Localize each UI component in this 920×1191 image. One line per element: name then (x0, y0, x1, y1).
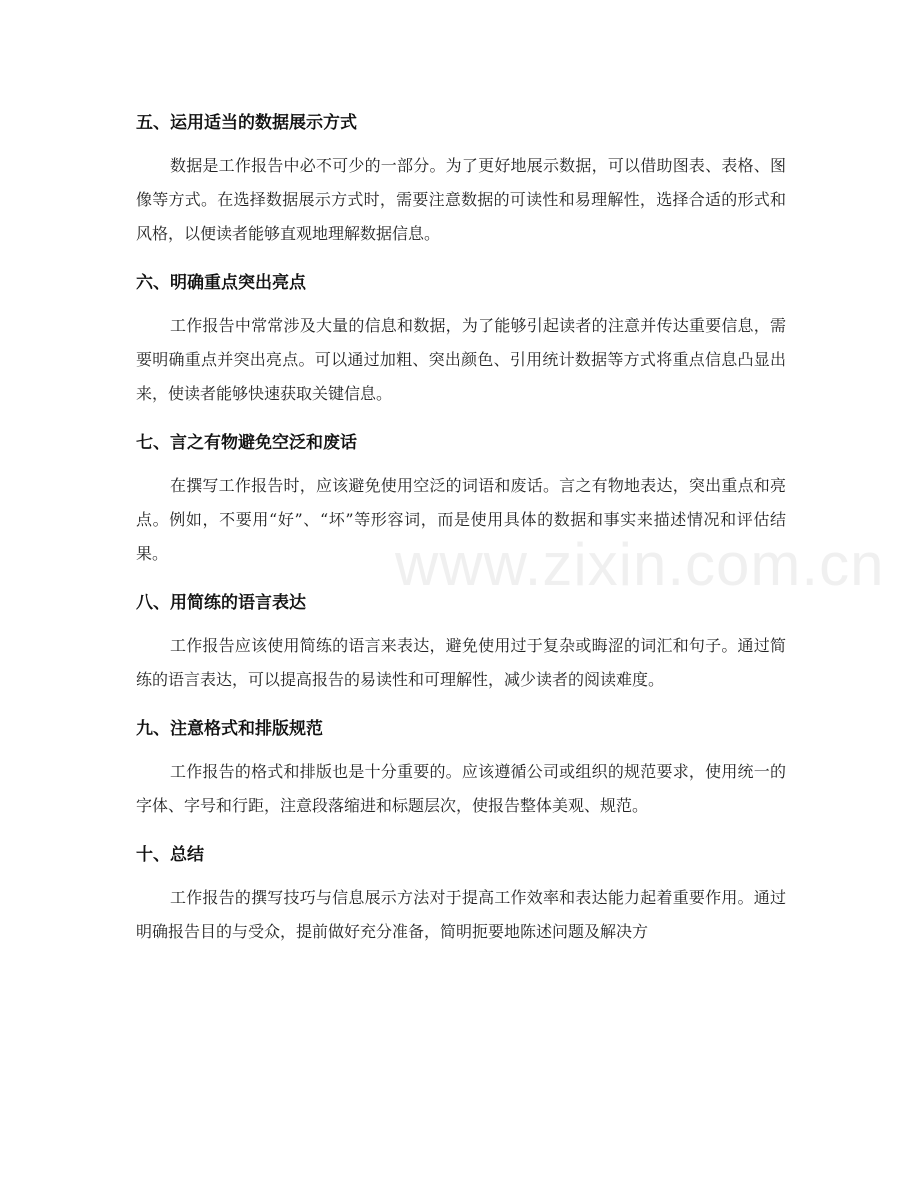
section-heading: 十、总结 (136, 845, 204, 865)
section-9 (136, 713, 786, 823)
section-heading: 九、注意格式和排版规范 (136, 719, 323, 739)
section-7 (136, 427, 786, 571)
section-paragraph: 工作报告应该使用简练的语言来表达，避免使用过于复杂或晦涩的词汇和句子。通过简练的语言表达，可以提高报告的易读性和可理解性，减少读者的阅读难度。 (136, 636, 786, 689)
section-10 (136, 839, 786, 949)
section-5 (136, 107, 786, 251)
section-heading: 五、运用适当的数据展示方式 (136, 113, 357, 133)
section-8 (136, 587, 786, 697)
section-paragraph: 数据是工作报告中必不可少的一部分。为了更好地展示数据，可以借助图表、表格、图像等方式。在选择数据展示方式时，需要注意数据的可读性和易理解性，选择合适的形式和风格，以便读者能够直观地理解数据信息。 (136, 156, 786, 243)
section-paragraph: 工作报告的撰写技巧与信息展示方法对于提高工作效率和表达能力起着重要作用。通过明确报告目的与受众，提前做好充分准备，简明扼要地陈述问题及解决方 (136, 888, 786, 941)
section-6 (136, 267, 786, 411)
section-paragraph: 工作报告中常常涉及大量的信息和数据，为了能够引起读者的注意并传达重要信息，需要明确重点并突出亮点。可以通过加粗、突出颜色、引用统计数据等方式将重点信息凸显出来，使读者能够快速获取关键信息。 (136, 316, 786, 403)
section-heading: 六、明确重点突出亮点 (136, 273, 306, 293)
section-heading: 八、用简练的语言表达 (136, 593, 306, 613)
section-paragraph: 工作报告的格式和排版也是十分重要的。应该遵循公司或组织的规范要求，使用统一的字体、字号和行距，注意段落缩进和标题层次，使报告整体美观、规范。 (136, 762, 786, 815)
watermark: www.zixin.com.cn (395, 531, 885, 598)
document-body (136, 107, 786, 949)
section-heading: 七、言之有物避免空泛和废话 (136, 433, 357, 453)
section-paragraph: 在撰写工作报告时，应该避免使用空泛的词语和废话。言之有物地表达，突出重点和亮点。例如，不要用“好”、“坏”等形容词，而是使用具体的数据和事实来描述情况和评估结果。 (136, 476, 786, 563)
